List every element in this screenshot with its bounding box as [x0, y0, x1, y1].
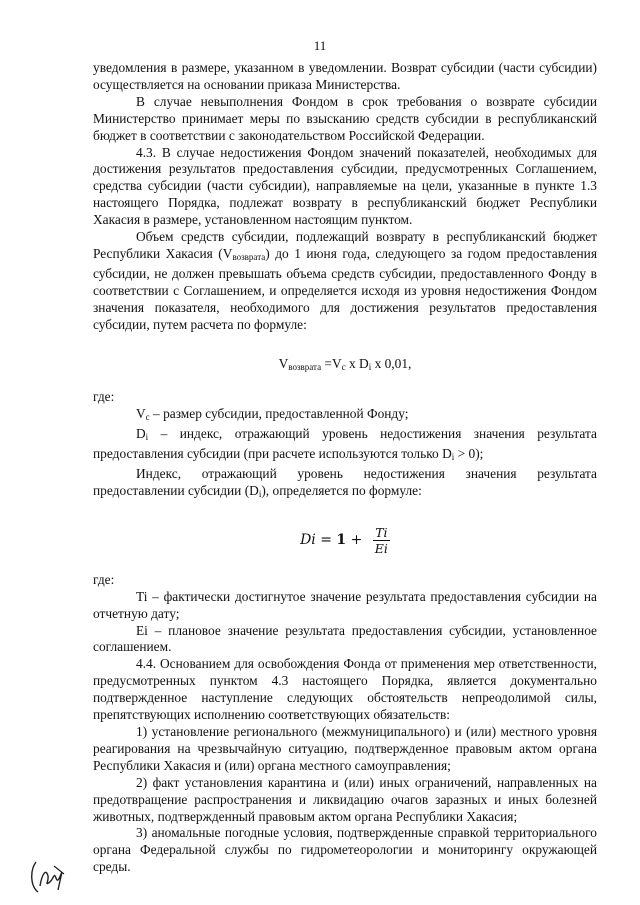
paragraph-recovery-measures: В случае невыполнения Фондом в срок требования о возврате субсидии Министерство принимает меры по взысканию средств субсидии в республиканский бюджет в соответствии с законодательством Российской Федерации.: [93, 93, 597, 143]
handwritten-signature: [28, 856, 72, 896]
paragraph-return-order: уведомления в размере, указанном в уведомлении. Возврат субсидии (части субсидии) осуществляется на основании приказа Министерства.: [93, 60, 597, 92]
document-body: [93, 60, 597, 876]
formula-symbol: =V: [321, 355, 342, 371]
formula-equals: =: [315, 531, 337, 548]
subscript: i: [145, 432, 149, 443]
subscript: c: [145, 412, 150, 423]
formula-symbol: V: [278, 355, 289, 371]
text-run: – размер субсидии, предоставленной Фонду;: [149, 406, 409, 422]
list-item-2: 2) факт установления карантина и (или) иных ограничений, направленных на предотвращение распространения и ликвидацию очагов заразных и иных болезней животных, подтвержденный правовым актом органа Республики Хакасия;: [93, 774, 597, 824]
formula-subscript: возврата: [288, 361, 322, 372]
definition-di: [93, 426, 597, 466]
text-run: > 0);: [454, 446, 484, 462]
fraction-denominator: Ei: [374, 540, 388, 556]
paragraph-4-3: 4.3. В случае недостижения Фондом значений показателей, необходимых для достижения результатов предоставления субсидии, предусмотренных Соглашением, средства субсидии (части субсидии), направляемые на цели, указанные в пункте 1.3 настоящего Порядка, подлежат возврату в республиканский бюджет Республики Хакасия в размере, установленном настоящим пунктом.: [93, 144, 597, 228]
formula-symbol: x D: [345, 355, 369, 371]
definition-ei: Ei – плановое значение результата предоставления субсидии, установленное соглашением.: [93, 622, 597, 655]
formula-return-volume: [93, 356, 597, 376]
paragraph-4-4: 4.4. Основанием для освобождения Фонда от применения мер ответственности, предусмотренных пунктом 4.3 настоящего Порядка, является документально подтвержденное наступление следующих обстоятельств непреодолимой силы, препятствующих исполнению соответствующих обязательств:: [93, 656, 597, 723]
list-item-1: 1) установление регионального (межмуниципального) и (или) местного уровня реагирования на чрезвычайную ситуацию, подтвержденное правовым актом органа Республики Хакасия и (или) органа местного самоуправления;: [93, 724, 597, 773]
text-run: – индекс, отражающий уровень недостижения значения результата предоставления субсидии (при расчете используются только D: [93, 426, 597, 462]
page-number: 11: [313, 38, 327, 53]
text-run: V: [136, 406, 146, 422]
list-item-3: 3) аномальные погодные условия, подтвержденные справкой территориального органа Федеральной службы по гидрометеорологии и мониторингу окружающей среды.: [93, 825, 597, 875]
text-run: ) до 1 июня года, следующего за годом предоставления субсидии, не должен превышать объема средств субсидии, предоставленного Фонду в соответствии с Соглашением, и определяется исходя из уровня недостижения Фондом значения показателя, необходимого для достижения результатов предоставления субсидии, путем расчета по формуле:: [93, 245, 597, 332]
text-run: Объем средств субсидии, подлежащий возврату в республиканский бюджет Республики Хакасия (V: [93, 229, 597, 261]
paragraph-return-volume: [93, 229, 597, 333]
definition-vc: [93, 406, 597, 426]
paragraph-index-formula-intro: [93, 466, 597, 503]
formula-subscript: i: [368, 361, 372, 372]
formula-index: [93, 525, 597, 556]
formula-plus: +: [346, 531, 367, 548]
formula-symbol: x 0,01,: [371, 355, 412, 371]
text-run: Индекс, отражающий уровень недостижения значения результата предоставлении субсидии (D: [93, 466, 597, 498]
formula-fraction: [373, 525, 390, 556]
text-run: ), определяется по формуле:: [261, 482, 422, 498]
fraction-numerator: Ti: [375, 524, 388, 540]
where-label: где:: [93, 571, 115, 587]
text-run: D: [136, 426, 146, 442]
where-label: где:: [93, 389, 115, 405]
subscript: возврата: [232, 251, 266, 262]
formula-subscript: c: [341, 361, 346, 372]
definition-ti: Ti – фактически достигнутое значение результата предоставления субсидии на отчетную дату;: [93, 588, 597, 621]
formula-one: 1: [336, 531, 347, 548]
formula-lhs: Di: [300, 531, 316, 548]
subscript: i: [451, 452, 455, 463]
subscript: i: [258, 488, 262, 499]
